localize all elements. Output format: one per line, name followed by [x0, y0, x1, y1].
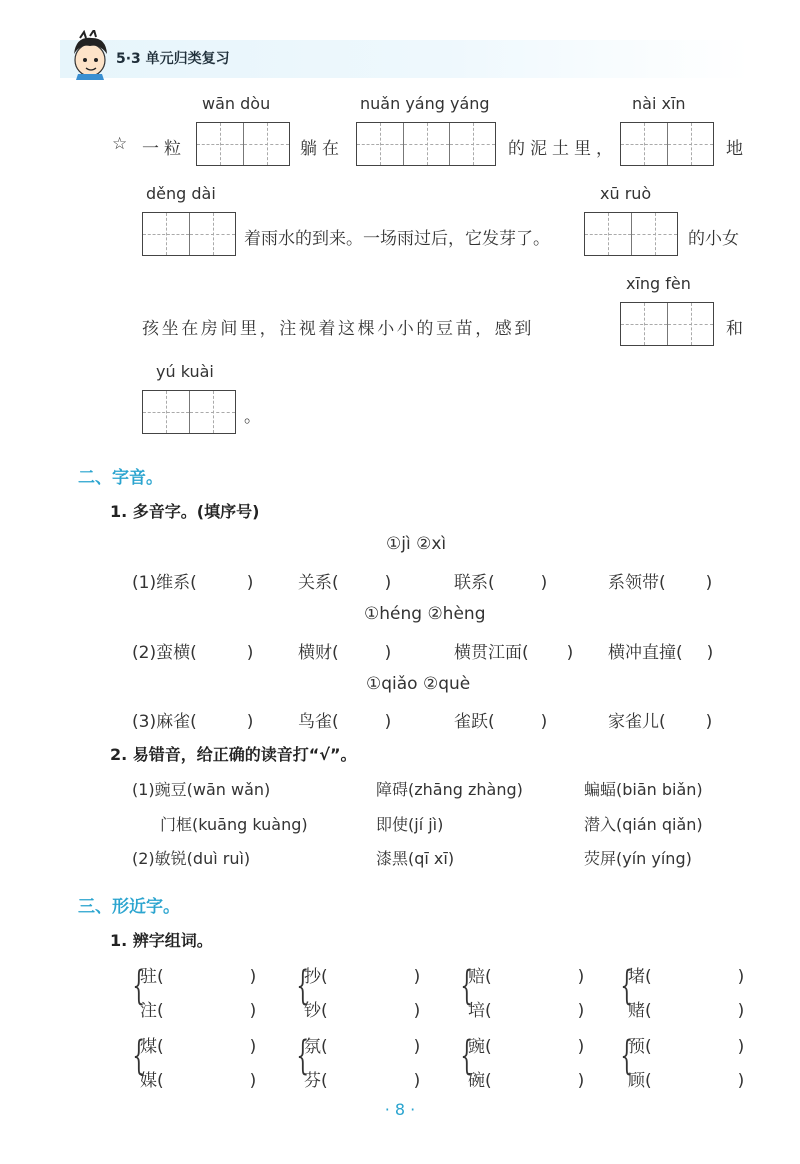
polyphone-item[interactable]: 雀跃( )	[454, 712, 548, 732]
passage-text: 一粒	[142, 139, 186, 159]
polyphone-item[interactable]: 横贯江面( )	[454, 643, 574, 663]
polyphone-item[interactable]: (2)蛮横( )	[132, 643, 254, 663]
passage-text: 和	[726, 319, 743, 339]
word-group-item[interactable]: 芬( )	[304, 1071, 421, 1091]
passage-text: 着雨水的到来。一场雨过后，它发芽了。	[244, 229, 550, 249]
word-group-item[interactable]: 赌( )	[628, 1001, 745, 1021]
pinyin-options: ①qiǎo ②què	[366, 674, 471, 694]
pinyin-label: xīng fèn	[626, 274, 691, 293]
passage-text: 孩坐在房间里，注视着这棵小小的豆苗，感到	[142, 319, 534, 339]
passage-text: 的小女	[688, 229, 739, 249]
word-group-item[interactable]: 媒( )	[140, 1071, 257, 1091]
polyphone-item[interactable]: 家雀儿( )	[608, 712, 713, 732]
polyphone-item[interactable]: 横冲直撞( )	[608, 643, 714, 663]
word-group-item[interactable]: 豌( )	[468, 1037, 585, 1057]
pinyin-label: děng dài	[146, 184, 216, 203]
answer-grid[interactable]	[620, 302, 714, 346]
word-group-item[interactable]: 碗( )	[468, 1071, 585, 1091]
reading-item[interactable]: 门框(kuāng kuàng)	[160, 815, 308, 834]
passage-text: 躺在	[300, 139, 344, 159]
brace-mark: {	[132, 963, 146, 1009]
word-group-item[interactable]: 培( )	[468, 1001, 585, 1021]
question-title: 1. 多音字。(填序号)	[110, 502, 260, 521]
answer-grid[interactable]	[584, 212, 678, 256]
section-title: 三、形近字。	[78, 897, 180, 917]
pinyin-label: wān dòu	[202, 94, 271, 113]
answer-grid[interactable]	[142, 212, 236, 256]
word-group-item[interactable]: 顾( )	[628, 1071, 745, 1091]
reading-item[interactable]: 潜入(qián qiǎn)	[584, 815, 703, 834]
brace-mark: {	[620, 963, 634, 1009]
question-title: 2. 易错音，给正确的读音打“√”。	[110, 745, 357, 764]
word-group-item[interactable]: 氛( )	[304, 1037, 421, 1057]
word-group-item[interactable]: 预( )	[628, 1037, 745, 1057]
answer-grid[interactable]	[142, 390, 236, 434]
polyphone-item[interactable]: (3)麻雀( )	[132, 712, 254, 732]
passage-text: 地	[726, 139, 743, 159]
reading-item[interactable]: (2)敏锐(duì ruì)	[132, 849, 251, 868]
polyphone-item[interactable]: 横财( )	[298, 643, 392, 663]
header-title: 5·3 单元归类复习	[116, 51, 230, 67]
word-group-item[interactable]: 堵( )	[628, 967, 745, 987]
brace-mark: {	[460, 963, 474, 1009]
star-marker: ☆	[112, 134, 128, 154]
reading-item[interactable]: (1)豌豆(wān wǎn)	[132, 780, 271, 799]
word-group-item[interactable]: 钞( )	[304, 1001, 421, 1021]
pinyin-options: ①héng ②hèng	[364, 604, 486, 624]
word-group-item[interactable]: 注( )	[140, 1001, 257, 1021]
word-group-item[interactable]: 驻( )	[140, 967, 257, 987]
word-group-item[interactable]: 抄( )	[304, 967, 421, 987]
brace-mark: {	[620, 1033, 634, 1079]
answer-grid[interactable]	[356, 122, 496, 166]
polyphone-item[interactable]: 联系( )	[454, 573, 548, 593]
pinyin-label: nài xīn	[632, 94, 686, 113]
word-group-item[interactable]: 赔( )	[468, 967, 585, 987]
question-title: 1. 辨字组词。	[110, 931, 213, 950]
brace-mark: {	[296, 1033, 310, 1079]
brace-mark: {	[296, 963, 310, 1009]
boy-mascot-icon	[66, 30, 114, 80]
word-group-item[interactable]: 煤( )	[140, 1037, 257, 1057]
reading-item[interactable]: 蝙蝠(biān biǎn)	[584, 780, 703, 799]
brace-mark: {	[132, 1033, 146, 1079]
pinyin-label: nuǎn yáng yáng	[360, 94, 490, 113]
brace-mark: {	[460, 1033, 474, 1079]
passage-text: 的泥土里，	[508, 139, 618, 159]
page-number: · 8 ·	[384, 1100, 416, 1119]
reading-item[interactable]: 荧屏(yín yíng)	[584, 849, 692, 868]
pinyin-label: xū ruò	[600, 184, 652, 203]
reading-item[interactable]: 障碍(zhāng zhàng)	[376, 780, 523, 799]
polyphone-item[interactable]: 鸟雀( )	[298, 712, 392, 732]
polyphone-item[interactable]: (1)维系( )	[132, 573, 254, 593]
passage-text: 。	[244, 407, 261, 427]
polyphone-item[interactable]: 系领带( )	[608, 573, 713, 593]
section-title: 二、字音。	[78, 468, 163, 488]
reading-item[interactable]: 即使(jí jì)	[376, 815, 444, 834]
answer-grid[interactable]	[620, 122, 714, 166]
pinyin-label: yú kuài	[156, 362, 214, 381]
answer-grid[interactable]	[196, 122, 290, 166]
reading-item[interactable]: 漆黑(qī xī)	[376, 849, 455, 868]
pinyin-options: ①jì ②xì	[386, 534, 447, 554]
polyphone-item[interactable]: 关系( )	[298, 573, 392, 593]
